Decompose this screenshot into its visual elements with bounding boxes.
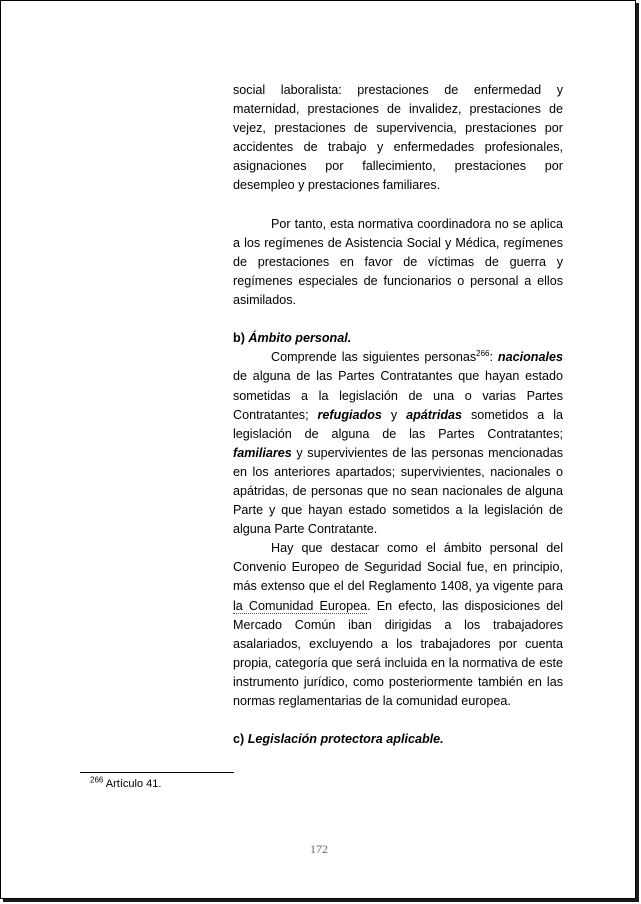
text-run: . En efecto, las disposiciones del Mercado Común iban dirigidas a los trabajadores asalariados, excluyendo a los trabajadores por cuenta propia, categoría que será incluida en la normativa de este instrumento jurídico, como posteriormente también en las normas reglamentarias de la comunidad europea.	[233, 598, 564, 708]
text-run: Hay que destacar como el ámbito personal del Convenio Europeo de Seguridad Social fue, en principio, más extenso que el del Reglamento 1408, ya vigente para	[233, 541, 563, 594]
text-run: :	[489, 350, 498, 365]
emphasis-familiares: familiares	[233, 445, 292, 460]
text-run: y	[381, 407, 407, 422]
footnote-text: Artículo 41.	[103, 778, 162, 790]
footnote-ref[interactable]: 266	[476, 349, 490, 359]
paragraph-gap	[233, 196, 563, 215]
body-text	[233, 81, 563, 749]
paragraph-gap	[233, 711, 563, 730]
paragraph-prestaciones: social laboralista: prestaciones de enfermedad y maternidad, prestaciones de invalidez, prestaciones de vejez, prestaciones de supervivencia, prestaciones por accidentes de trabajo y enfermedades profesionales, asignaciones por fallecimiento, prestaciones por desempleo y prestaciones familiares.	[233, 83, 563, 193]
heading-ambito-personal	[233, 329, 563, 348]
paragraph-gap	[233, 310, 563, 329]
paragraph-comprende	[233, 348, 563, 539]
emphasis-apatridas: apátridas	[406, 407, 463, 422]
heading-title: Ámbito personal.	[248, 331, 352, 346]
page-number: 172	[310, 842, 328, 856]
paragraph-por-tanto: Por tanto, esta normativa coordinadora no se aplica a los regímenes de Asistencia Social y Médica, regímenes de prestaciones en favor de víctimas de guerra y regímenes especiales de funcionarios o personal a ellos asimilados.	[233, 216, 563, 308]
marked-text-comunidad-europea: la Comunidad Europea	[233, 598, 368, 613]
emphasis-refugiados: refugiados	[317, 407, 382, 422]
footnote-separator	[80, 772, 234, 773]
heading-legislacion	[233, 730, 563, 749]
text-run: y supervivientes de las personas mencionadas en los anteriores apartados; supervivientes, nacionales o apátridas, de personas que no sean nacionales de alguna Parte y que hayan estado sometidos a la legislación de alguna Parte Contratante.	[233, 445, 563, 537]
emphasis-nacionales: nacionales	[497, 350, 563, 365]
heading-prefix: c)	[233, 732, 248, 747]
heading-prefix: b)	[233, 331, 249, 346]
text-run: Comprende las siguientes personas	[271, 350, 477, 365]
text-run: de alguna de las Partes Contratantes que hayan estado sometidas a la legislación de una o varias Partes Contratantes;	[233, 369, 563, 422]
footnote	[90, 777, 161, 791]
heading-title: Legislación protectora aplicable.	[247, 732, 444, 747]
footnote-number: 266	[90, 775, 104, 785]
text-run: sometidos a la legislación de alguna de las Partes Contratantes;	[233, 407, 564, 441]
paragraph-hay-que-destacar	[233, 539, 563, 711]
